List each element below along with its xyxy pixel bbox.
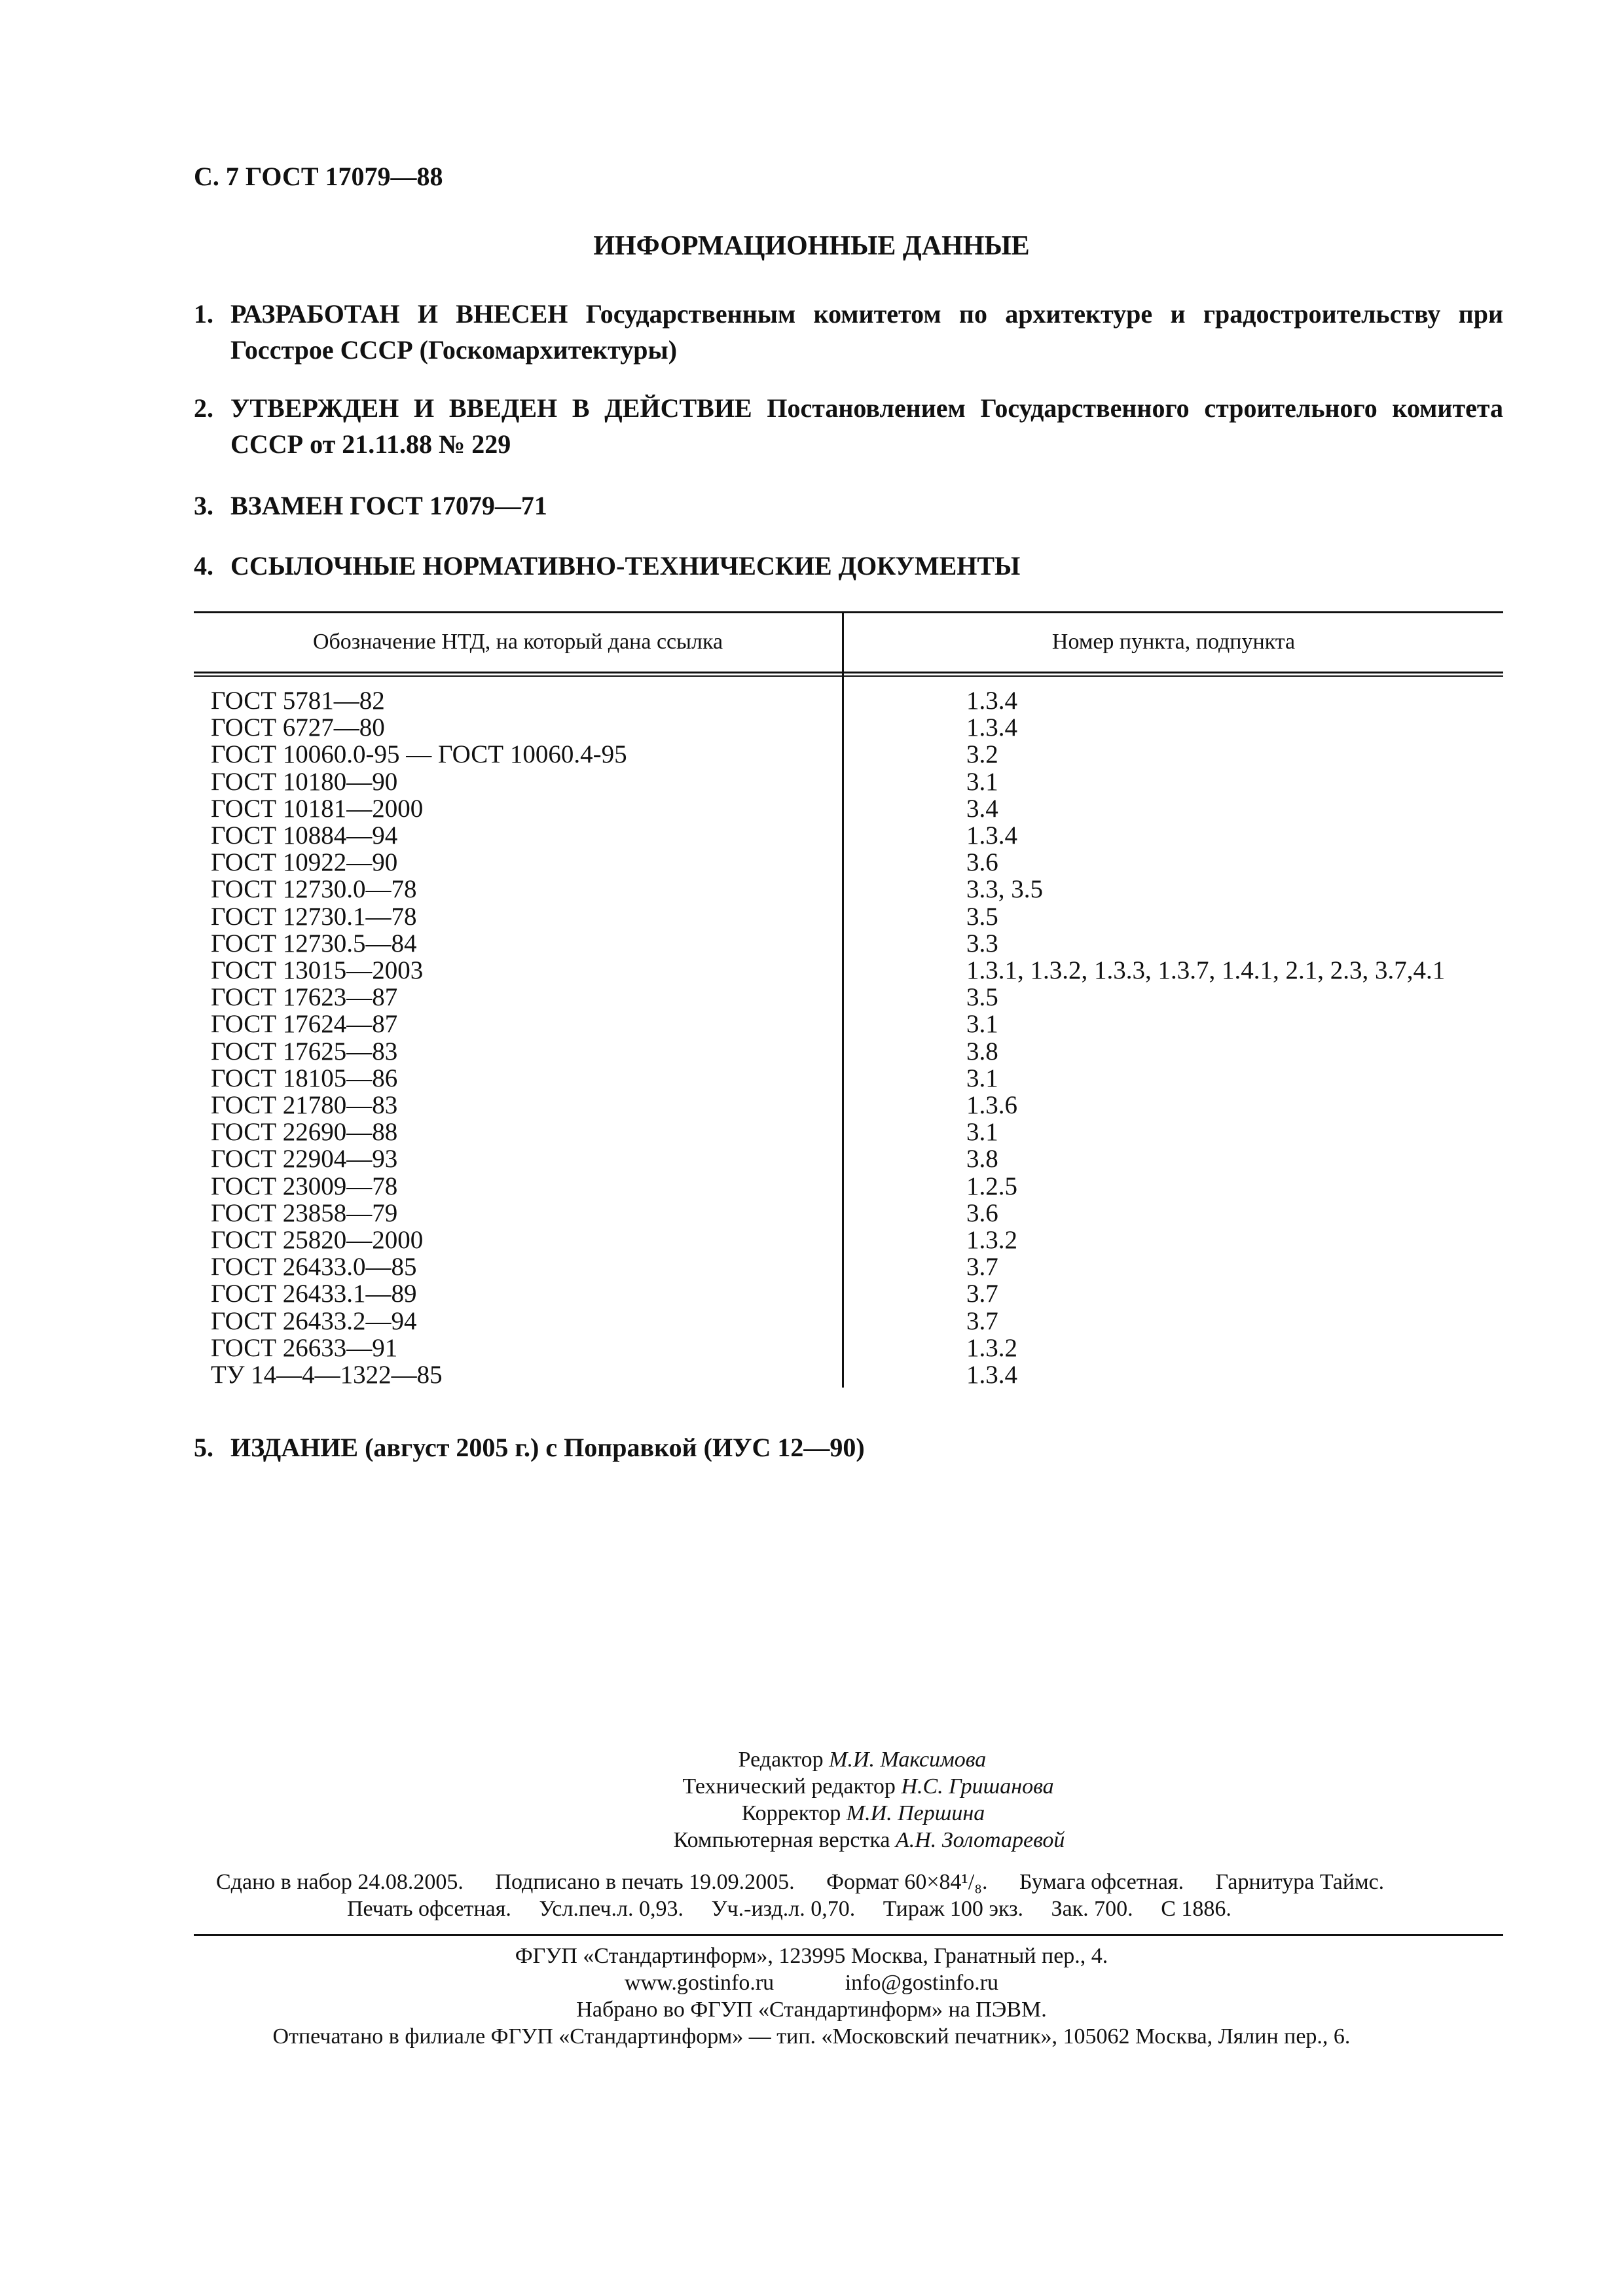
footer-separator bbox=[194, 1934, 1503, 1936]
table-cell-clause: 3.3 bbox=[966, 929, 998, 958]
table-cell-document: ГОСТ 6727—80 bbox=[211, 713, 385, 742]
publisher-address: ФГУП «Стандартинформ», 123995 Москва, Гранатный пер., 4. bbox=[515, 1944, 1108, 1968]
table-cell-clause: 3.1 bbox=[966, 767, 998, 796]
table-cell-document: ГОСТ 10181—2000 bbox=[211, 794, 424, 823]
table-cell-document: ГОСТ 17624—87 bbox=[211, 1010, 398, 1039]
footer-block bbox=[0, 1943, 1623, 2050]
table-cell-clause: 3.4 bbox=[966, 794, 998, 823]
table-cell-document: ГОСТ 22690—88 bbox=[211, 1118, 398, 1147]
table-cell-clause: 3.1 bbox=[966, 1010, 998, 1039]
table-cell-clause: 1.3.4 bbox=[966, 687, 1017, 715]
item-heading: ВЗАМЕН ГОСТ 17079—71 bbox=[230, 491, 547, 520]
table-cell-document: ГОСТ 13015—2003 bbox=[211, 956, 424, 985]
info-item-5 bbox=[194, 1429, 1503, 1465]
table-column-documents bbox=[211, 687, 627, 1388]
table-header-document: Обозначение НТД, на который дана ссылка bbox=[312, 630, 723, 654]
table-cell-document: ГОСТ 23858—79 bbox=[211, 1198, 398, 1227]
item-number: 2. bbox=[194, 393, 213, 423]
table-cell-document: ГОСТ 26433.2—94 bbox=[211, 1306, 417, 1335]
table-cell-clause: 3.6 bbox=[966, 848, 998, 877]
table-cell-clause: 3.7 bbox=[966, 1306, 998, 1335]
publication-line-1: Сдано в набор 24.08.2005. Подписано в печать 19.09.2005. Формат 60×84¹/₈. Бумага офсетная. Гарнитура Таймс. bbox=[216, 1870, 1385, 1894]
table-cell-document: ГОСТ 5781—82 bbox=[211, 687, 385, 715]
table-cell-clause: 3.2 bbox=[966, 740, 998, 769]
table-cell-document: ГОСТ 23009—78 bbox=[211, 1172, 398, 1200]
credit-layout: Компьютерная верстка А.Н. Золотаревой bbox=[673, 1828, 1065, 1852]
table-cell-clause: 3.6 bbox=[966, 1198, 998, 1227]
contacts bbox=[592, 1969, 1031, 1996]
credits-block bbox=[0, 1746, 1623, 1854]
table-cell-document: ГОСТ 12730.5—84 bbox=[211, 929, 417, 958]
printed-note: Отпечатано в филиале ФГУП «Стандартинформ» — тип. «Московский печатник», 105062 Москва, Лялин пер., 6. bbox=[272, 2024, 1351, 2049]
table-cell-document: ГОСТ 21780—83 bbox=[211, 1091, 398, 1120]
item-number: 5. bbox=[194, 1433, 213, 1462]
table-cell-clause: 1.3.4 bbox=[966, 821, 1017, 850]
table-cell-document: ГОСТ 10060.0-95 — ГОСТ 10060.4-95 bbox=[211, 740, 627, 769]
publication-line-2: Печать офсетная. Усл.печ.л. 0,93. Уч.-изд.л. 0,70. Тираж 100 экз. Зак. 700. С 1886. bbox=[347, 1897, 1231, 1921]
table-cell-document: ГОСТ 26633—91 bbox=[211, 1333, 398, 1362]
table-cell-clause: 1.3.2 bbox=[966, 1333, 1017, 1362]
table-cell-document: ГОСТ 12730.0—78 bbox=[211, 875, 417, 904]
table-cell-clause: 1.2.5 bbox=[966, 1172, 1017, 1200]
table-cell-clause: 1.3.4 bbox=[966, 1361, 1017, 1390]
page-title: ИНФОРМАЦИОННЫЕ ДАННЫЕ bbox=[593, 231, 1030, 261]
table-cell-document: ГОСТ 22904—93 bbox=[211, 1145, 398, 1174]
table-cell-clause: 1.3.1, 1.3.2, 1.3.3, 1.3.7, 1.4.1, 2.1, 2.3, 3.7,4.1 bbox=[966, 956, 1446, 985]
table-cell-clause: 3.7 bbox=[966, 1280, 998, 1308]
table-cell-document: ГОСТ 25820—2000 bbox=[211, 1226, 424, 1255]
table-cell-clause: 3.8 bbox=[966, 1145, 998, 1174]
table-cell-document: ГОСТ 17625—83 bbox=[211, 1037, 398, 1066]
table-cell-clause: 3.5 bbox=[966, 983, 998, 1012]
table-cell-document: ГОСТ 10180—90 bbox=[211, 767, 398, 796]
typeset-note: Набрано во ФГУП «Стандартинформ» на ПЭВМ. bbox=[576, 1998, 1047, 2022]
table-header-rule bbox=[194, 672, 1503, 673]
table-cell-document: ГОСТ 26433.0—85 bbox=[211, 1253, 417, 1282]
table-cell-clause: 3.7 bbox=[966, 1253, 998, 1282]
item-heading: РАЗРАБОТАН И ВНЕСЕН bbox=[230, 299, 568, 329]
table-top-rule bbox=[194, 611, 1503, 613]
item-heading: ИЗДАНИЕ bbox=[230, 1433, 359, 1462]
reference-table bbox=[194, 611, 1503, 1388]
table-cell-clause: 3.5 bbox=[966, 902, 998, 931]
item-number: 1. bbox=[194, 299, 213, 329]
page-header: С. 7 ГОСТ 17079—88 bbox=[194, 162, 443, 191]
item-text: Государственным комитетом по архитектуре и градостроительству при Госстрое СССР (Госкомархитектуры) bbox=[230, 299, 1504, 365]
table-cell-clause: 3.1 bbox=[966, 1064, 998, 1092]
table-cell-document: ГОСТ 12730.1—78 bbox=[211, 902, 417, 931]
website-link[interactable]: www.gostinfo.ru bbox=[624, 1971, 775, 1995]
email-link[interactable]: info@gostinfo.ru bbox=[845, 1971, 999, 1995]
info-item-3 bbox=[194, 488, 1503, 524]
item-number: 4. bbox=[194, 551, 213, 581]
table-cell-clause: 1.3.4 bbox=[966, 713, 1017, 742]
item-text: (август 2005 г.) с Поправкой (ИУС 12—90) bbox=[365, 1433, 865, 1462]
item-heading: ССЫЛОЧНЫЕ НОРМАТИВНО-ТЕХНИЧЕСКИЕ ДОКУМЕНТЫ bbox=[230, 551, 1021, 581]
table-cell-clause: 1.3.6 bbox=[966, 1091, 1017, 1120]
table-column-clauses bbox=[966, 687, 1445, 1388]
table-cell-document: ГОСТ 17623—87 bbox=[211, 983, 398, 1012]
item-number: 3. bbox=[194, 491, 213, 520]
table-cell-clause: 1.3.2 bbox=[966, 1226, 1017, 1255]
item-text: Постановлением Государственного строительного комитета СССР от 21.11.88 № 229 bbox=[230, 393, 1504, 459]
table-column-divider bbox=[842, 611, 844, 1388]
table-cell-clause: 3.8 bbox=[966, 1037, 998, 1066]
item-heading: УТВЕРЖДЕН И ВВЕДЕН В ДЕЙСТВИЕ bbox=[230, 393, 752, 423]
credit-proofreader: Корректор М.И. Першина bbox=[741, 1801, 985, 1825]
table-header-clause: Номер пункта, подпункта bbox=[1051, 630, 1296, 654]
credit-editor: Редактор М.И. Максимова bbox=[738, 1748, 987, 1772]
credit-tech-editor: Технический редактор Н.С. Гришанова bbox=[682, 1774, 1054, 1799]
info-item-4 bbox=[194, 548, 1503, 584]
table-cell-clause: 3.3, 3.5 bbox=[966, 875, 1043, 904]
info-item-2 bbox=[194, 390, 1503, 462]
table-cell-document: ГОСТ 10884—94 bbox=[211, 821, 398, 850]
table-cell-document: ГОСТ 26433.1—89 bbox=[211, 1280, 417, 1308]
table-cell-document: ГОСТ 10922—90 bbox=[211, 848, 398, 877]
table-header-rule-double bbox=[194, 675, 1503, 677]
table-cell-document: ГОСТ 18105—86 bbox=[211, 1064, 398, 1092]
table-cell-document: ТУ 14—4—1322—85 bbox=[211, 1361, 443, 1390]
info-item-1 bbox=[194, 296, 1503, 368]
table-cell-clause: 3.1 bbox=[966, 1118, 998, 1147]
